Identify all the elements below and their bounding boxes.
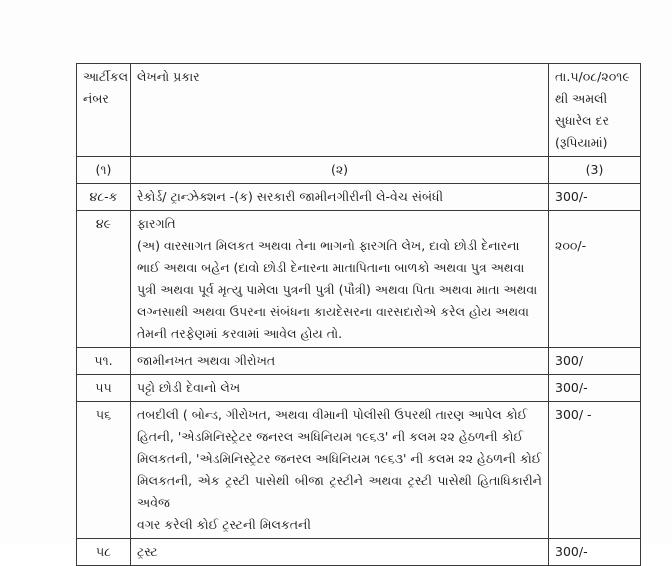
article-number: ૫૫ <box>77 375 131 402</box>
rate-text: ૨૦૦/- <box>555 238 587 253</box>
document-type-title: તબદીલી ( બોન્ડ, ગીરોખત, અથવા વીમાની પોલીસી ઉપરથી તારણ આપેલ કોઈ <box>137 407 528 422</box>
column-number-2: (૨) <box>131 157 549 184</box>
article-number: ૫૮ <box>77 539 131 566</box>
header-document-type: લેખનો પ્રકાર <box>131 64 549 157</box>
document-type <box>131 402 549 539</box>
header-rate-line: થી અમલી <box>555 91 608 106</box>
table-header-row <box>77 64 641 157</box>
header-revised-rate <box>549 64 641 157</box>
article-number: ૫૧. <box>77 348 131 375</box>
document-type: જામીનખત અથવા ગીરોખત <box>131 348 549 375</box>
header-article-line: નંબર <box>83 91 109 106</box>
document-type-detail: ભાઈ અથવા બહેન (દાવો છોડી દેનારના માતાપિતાના બાળકો અથવા પુત્ર અથવા <box>137 260 525 275</box>
column-number-1: (૧) <box>77 157 131 184</box>
table-row <box>77 211 641 348</box>
header-rate-line: (રૂપિયામાં) <box>555 135 608 150</box>
table-row <box>77 375 641 402</box>
document-type-detail: પુત્રી અથવા પૂર્વ મૃત્યુ પામેલા પુત્રની પુત્રી (પૌત્રી) અથવા પિતા અથવા માતા અથવા <box>137 282 538 297</box>
article-number: ૪૮-ક <box>77 184 131 211</box>
document-type-detail: (અ) વારસાગત મિલકત અથવા તેના ભાગનો ફારગતિ લેખ, દાવો છોડી દેનારના <box>137 238 520 253</box>
rate-value: 300/- <box>549 375 641 402</box>
document-type <box>131 211 549 348</box>
table-row <box>77 348 641 375</box>
document-type: પટ્ટો છોડી દેવાનો લેખ <box>131 375 549 402</box>
document-type-detail: મિલકતની, 'એડમિનિસ્ટ્રેટર જનરલ અધિનિયમ ૧૯૬૩' ની કલમ ૨૨ હેઠળની કોઈ <box>137 451 542 466</box>
column-number-row <box>77 157 641 184</box>
column-number-3: (3) <box>549 157 641 184</box>
header-rate-line: સુધારેલ દર <box>555 113 610 128</box>
stamp-duty-table <box>76 63 641 566</box>
article-number: ૫૬ <box>77 402 131 539</box>
document-type-detail: તેમની તરફેણમાં કરવામાં આવેલ હોય તો. <box>137 326 343 341</box>
rate-value: 300/ <box>549 348 641 375</box>
rate-value <box>549 211 641 348</box>
header-article-number <box>77 64 131 157</box>
document-type-title: ફારગતિ <box>137 216 176 231</box>
rate-value: 300/- <box>549 184 641 211</box>
document-type-detail: મિલકતની, એક ટ્રસ્ટી પાસેથી બીજા ટ્રસ્ટીને અથવા ટ્રસ્ટી પાસેથી હિતાધિકારીને અવેજ <box>137 473 542 510</box>
document-type: રેકોર્ડ/ ટ્રાન્ઝેક્શન -(ક) સરકારી જામીનગીરીની લે-વેચ સંબંધી <box>131 184 549 211</box>
rate-value: 300/ - <box>549 402 641 539</box>
table-row <box>77 402 641 539</box>
document-type-detail: હિતની, 'એડમિનિસ્ટ્રેટર જનરલ અધિનિયમ ૧૯૬૩' ની કલમ ૨૨ હેઠળની કોઈ <box>137 429 524 444</box>
header-article-line: આર્ટીકલ <box>83 69 129 84</box>
document-type-detail: વગર કરેલી કોઈ ટ્રસ્ટની મિલકતની <box>137 517 311 532</box>
table-row <box>77 184 641 211</box>
rate-spacer <box>555 213 634 235</box>
article-number: ૪૯ <box>77 211 131 348</box>
document-type-detail: લગ્નસાથી અથવા ઉપરના સંબંધના કાયદેસરના વારસદારોએ કરેલ હોય અથવા <box>137 304 529 319</box>
rate-value: 300/- <box>549 539 641 566</box>
header-rate-line: તા.૫/૦૮/૨૦૧૯ <box>555 69 630 84</box>
document-type: ટ્રસ્ટ <box>131 539 549 566</box>
